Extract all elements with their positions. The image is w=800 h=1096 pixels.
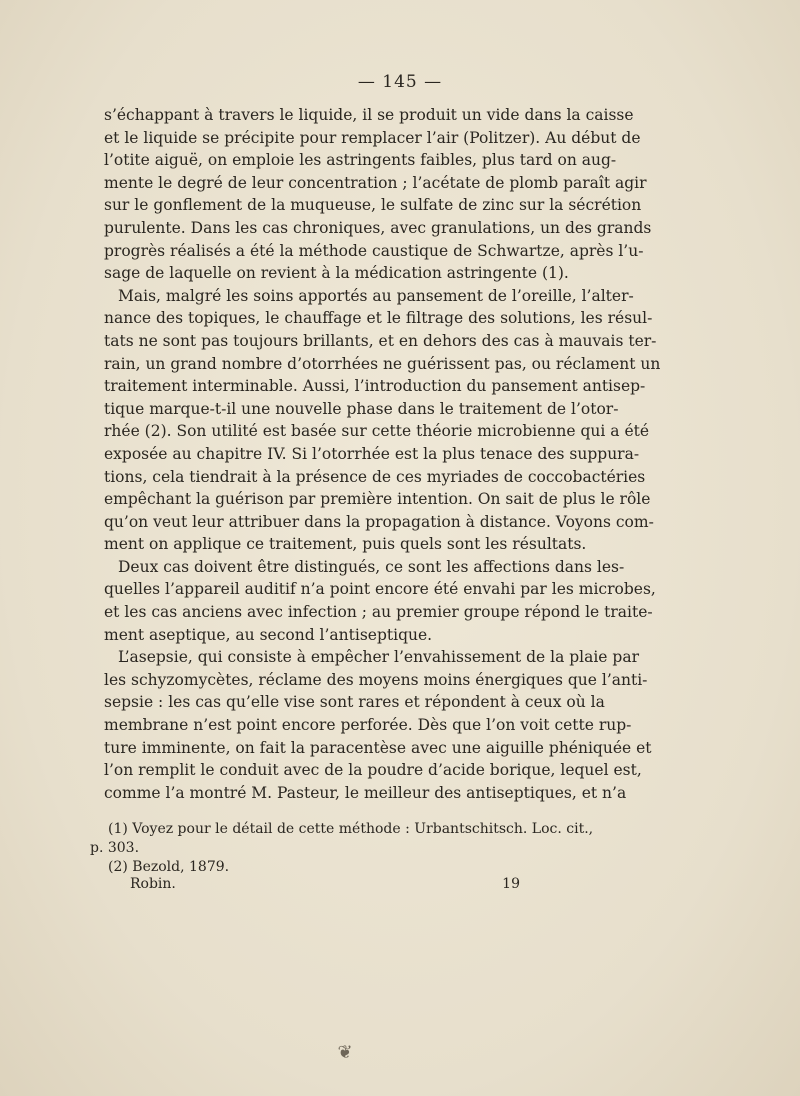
page-number: — 145 — xyxy=(357,72,443,92)
ornament-icon: ❦ xyxy=(337,1042,353,1063)
text-line: progrès réalisés a été la méthode caustique de Schwartze, après l’u- xyxy=(104,241,644,260)
text-line: ture imminente, on fait la paracentèse avec une aiguille phéniquée et xyxy=(104,738,652,757)
text-line: et les cas anciens avec infection ; au premier groupe répond le traite- xyxy=(104,603,653,622)
text-line: rhée (2). Son utilité est basée sur cette théorie microbienne qui a été xyxy=(104,422,650,441)
text-line: Deux cas doivent être distingués, ce sont les affections dans les- xyxy=(118,557,625,576)
signature-author: Robin. xyxy=(130,876,176,892)
text-line: nance des topiques, le chauffage et le filtrage des solutions, les résul- xyxy=(104,309,653,328)
text-line: et le liquide se précipite pour remplacer l’air (Politzer). Au début de xyxy=(104,128,641,147)
text-line: s’échappant à travers le liquide, il se produit un vide dans la caisse xyxy=(104,106,634,124)
text-line: L’asepsie, qui consiste à empêcher l’envahissement de la plaie par xyxy=(118,648,639,667)
footnote-line: (2) Bezold, 1879. xyxy=(108,859,230,875)
text-line: tats ne sont pas toujours brillants, et en dehors des cas à mauvais ter- xyxy=(104,331,657,350)
text-line: l’otite aiguë, on emploie les astringents faibles, plus tard on aug- xyxy=(104,151,617,170)
text-line: les schyzomycètes, réclame des moyens moins énergiques que l’anti- xyxy=(104,670,648,689)
paragraph xyxy=(104,104,652,285)
paragraph xyxy=(104,556,656,646)
footnote-line: p. 303. xyxy=(90,840,140,856)
text-line: mente le degré de leur concentration ; l’acétate de plomb paraît agir xyxy=(104,173,647,192)
text-line: exposée au chapitre IV. Si l’otorrhée est la plus tenace des suppura- xyxy=(104,444,640,463)
text-line: empêchant la guérison par première intention. On sait de plus le rôle xyxy=(104,490,651,509)
text-line: ment aseptique, au second l’antiseptique. xyxy=(104,625,433,644)
text-line: tions, cela tiendrait à la présence de ces myriades de coccobactéries xyxy=(104,467,646,486)
body-text xyxy=(104,104,661,804)
paragraph xyxy=(104,646,652,804)
signature-sheet-number: 19 xyxy=(502,876,520,892)
text-line: membrane n’est point encore perforée. Dès que l’on voit cette rup- xyxy=(104,716,632,735)
text-line: traitement interminable. Aussi, l’introduction du pansement antisep- xyxy=(104,377,646,396)
text-line: tique marque-t-il une nouvelle phase dans le traitement de l’otor- xyxy=(104,399,619,418)
signature-mark xyxy=(130,876,520,892)
text-line: ment on applique ce traitement, puis quels sont les résultats. xyxy=(104,535,587,554)
text-line: quelles l’appareil auditif n’a point encore été envahi par les microbes, xyxy=(104,580,656,599)
text-line: sepsie : les cas qu’elle vise sont rares et répondent à ceux où la xyxy=(104,693,605,712)
footnote-line: (1) Voyez pour le détail de cette méthode : Urbantschitsch. Loc. cit., xyxy=(108,821,594,837)
footnotes xyxy=(90,820,594,877)
text-line: rain, un grand nombre d’otorrhées ne guérissent pas, ou réclament un xyxy=(104,354,661,373)
text-line: purulente. Dans les cas chroniques, avec granulations, un des grands xyxy=(104,218,652,237)
text-line: Mais, malgré les soins apportés au pansement de l’oreille, l’alter- xyxy=(118,286,634,305)
paragraph xyxy=(104,285,661,556)
text-line: qu’on veut leur attribuer dans la propagation à distance. Voyons com- xyxy=(104,512,654,531)
text-line: sur le gonflement de la muqueuse, le sulfate de zinc sur la sécrétion xyxy=(104,196,642,215)
text-line: sage de laquelle on revient à la médication astringente (1). xyxy=(104,264,569,283)
text-line: l’on remplit le conduit avec de la poudre d’acide borique, lequel est, xyxy=(104,761,642,780)
text-line: comme l’a montré M. Pasteur, le meilleur des antiseptiques, et n’a xyxy=(104,783,627,802)
